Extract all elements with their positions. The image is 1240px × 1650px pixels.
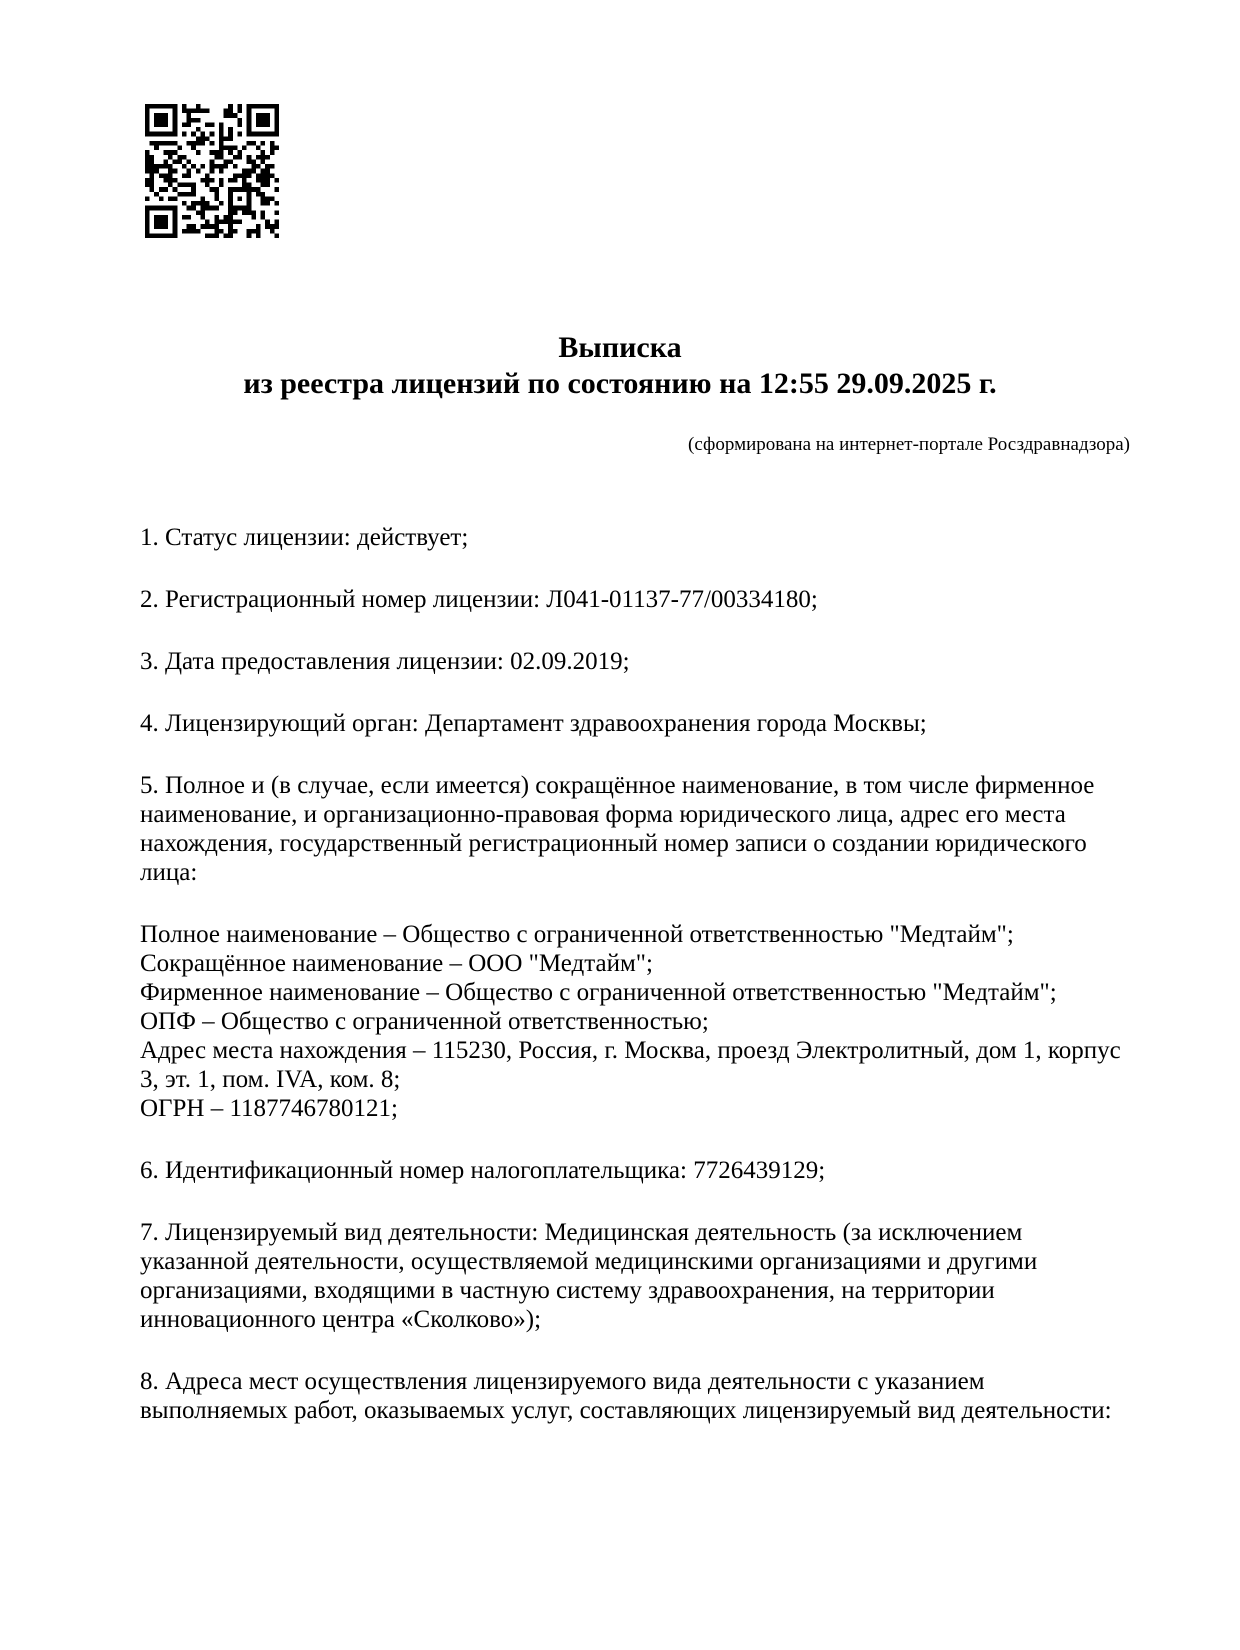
org-short-name: Сокращённое наименование – ООО "Медтайм"; <box>140 950 653 977</box>
document-subtitle: (сформирована на интернет-портале Росздравнадзора) <box>688 434 1130 455</box>
org-ogrn: ОГРН – 1187746780121; <box>140 1095 398 1122</box>
document-title-line-2: из реестра лицензий по состоянию на 12:55 29.09.2025 г. <box>243 367 997 400</box>
license-reg-number: 2. Регистрационный номер лицензии: Л041-01137-77/00334180; <box>140 586 818 613</box>
org-names-intro: 5. Полное и (в случае, если имеется) сокращённое наименование, в том числе фирменное наименование, и организационно-правовая форма юридического лица, адрес его места нахождения, государственный регистрационный номер записи о создании юридического лица: <box>140 772 1095 886</box>
org-legal-form: ОПФ – Общество с ограниченной ответственностью; <box>140 1008 709 1035</box>
document-body <box>140 523 1130 1425</box>
licensing-authority: 4. Лицензирующий орган: Департамент здравоохранения города Москвы; <box>140 710 927 737</box>
document-title-line-1: Выписка <box>558 331 682 364</box>
taxpayer-inn: 6. Идентификационный номер налогоплательщика: 7726439129; <box>140 1157 826 1184</box>
licensed-activity: 7. Лицензируемый вид деятельности: Медицинская деятельность (за исключением указанной деятельности, осуществляемой медицинскими организациями и другими организациями, входящими в частную систему здравоохранения, на территории инновационного центра «Сколково»); <box>140 1219 1038 1333</box>
activity-addresses-intro: 8. Адреса мест осуществления лицензируемого вида деятельности с указанием выполняемых работ, оказываемых услуг, составляющих лицензируемый вид деятельности: <box>140 1368 1112 1424</box>
org-full-name: Полное наименование – Общество с ограниченной ответственностью "Медтайм"; <box>140 921 1014 948</box>
license-grant-date: 3. Дата предоставления лицензии: 02.09.2019; <box>140 648 630 675</box>
qr-code <box>145 104 279 238</box>
license-status: 1. Статус лицензии: действует; <box>140 524 469 551</box>
org-address: Адрес места нахождения – 115230, Россия, г. Москва, проезд Электролитный, дом 1, корпус 3, эт. 1, пом. IVA, ком. 8; <box>140 1037 1121 1093</box>
org-brand-name: Фирменное наименование – Общество с ограниченной ответственностью "Медтайм"; <box>140 979 1057 1006</box>
org-details <box>140 920 1130 1123</box>
